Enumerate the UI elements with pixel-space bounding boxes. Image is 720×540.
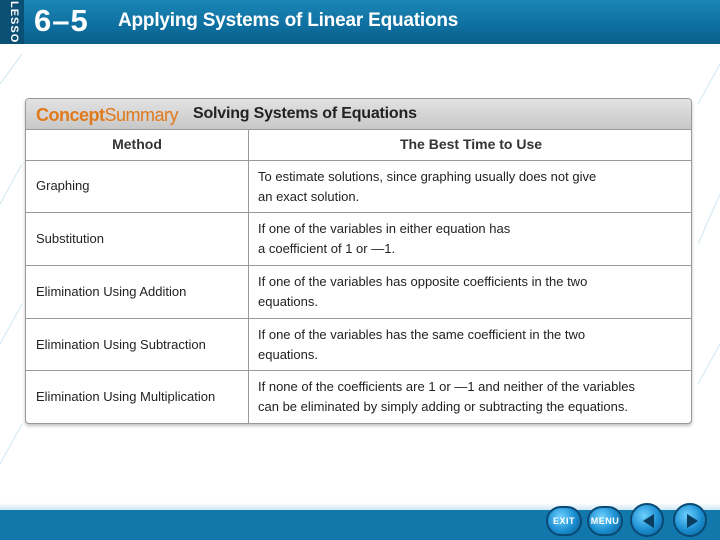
- row-divider: [26, 318, 691, 319]
- row-divider: [26, 265, 691, 266]
- description-line: equations.: [258, 294, 318, 309]
- panel-title: Solving Systems of Equations: [193, 105, 417, 122]
- description-cell: [258, 325, 686, 365]
- concept-word: Concept: [36, 105, 105, 125]
- triangle-left-icon: [640, 512, 658, 530]
- lesson-word: LESSON: [8, 1, 20, 53]
- description-line: To estimate solutions, since graphing usually does not give: [258, 169, 597, 184]
- description-cell: [258, 272, 686, 312]
- method-cell: Graphing: [36, 178, 90, 193]
- triangle-right-icon: [683, 512, 701, 530]
- summary-word: Summary: [104, 105, 179, 125]
- column-header-method: Method: [112, 136, 162, 152]
- description-cell: [258, 219, 686, 259]
- lesson-number: 6–5: [34, 3, 89, 38]
- lesson-title: Applying Systems of Linear Equations: [118, 10, 459, 31]
- menu-button[interactable]: MENU: [587, 506, 623, 536]
- lesson-header: [0, 0, 720, 53]
- concept-summary-panel: [25, 98, 692, 424]
- lesson-tab: [0, 0, 24, 53]
- column-divider: [248, 129, 249, 424]
- method-cell: Elimination Using Multiplication: [36, 389, 216, 404]
- description-line: an exact solution.: [258, 189, 360, 204]
- decorative-lines-left: [0, 44, 22, 510]
- description-cell: [258, 167, 686, 207]
- description-line: a coefficient of 1 or —1.: [258, 241, 396, 256]
- method-cell: Elimination Using Addition: [36, 284, 187, 299]
- panel-header: [26, 99, 691, 130]
- method-cell: Substitution: [36, 231, 104, 246]
- concept-summary-label: [36, 105, 178, 126]
- next-button[interactable]: [673, 503, 707, 537]
- method-cell: Elimination Using Subtraction: [36, 337, 206, 352]
- description-line: If one of the variables has opposite coefficients in the two: [258, 274, 588, 289]
- description-line: If one of the variables in either equation has: [258, 221, 511, 236]
- exit-button[interactable]: EXIT: [546, 506, 582, 536]
- row-divider: [26, 212, 691, 213]
- description-line: If one of the variables has the same coefficient in the two: [258, 327, 586, 342]
- column-header-best-time: The Best Time to Use: [399, 136, 543, 152]
- decorative-lines-right: [698, 44, 720, 510]
- row-divider: [26, 160, 691, 161]
- previous-button[interactable]: [630, 503, 664, 537]
- description-line: equations.: [258, 347, 318, 362]
- description-line: can be eliminated by simply adding or subtracting the equations.: [258, 399, 628, 414]
- description-line: If none of the coefficients are 1 or —1 and neither of the variables: [258, 379, 635, 394]
- description-cell: [258, 377, 686, 417]
- row-divider: [26, 370, 691, 371]
